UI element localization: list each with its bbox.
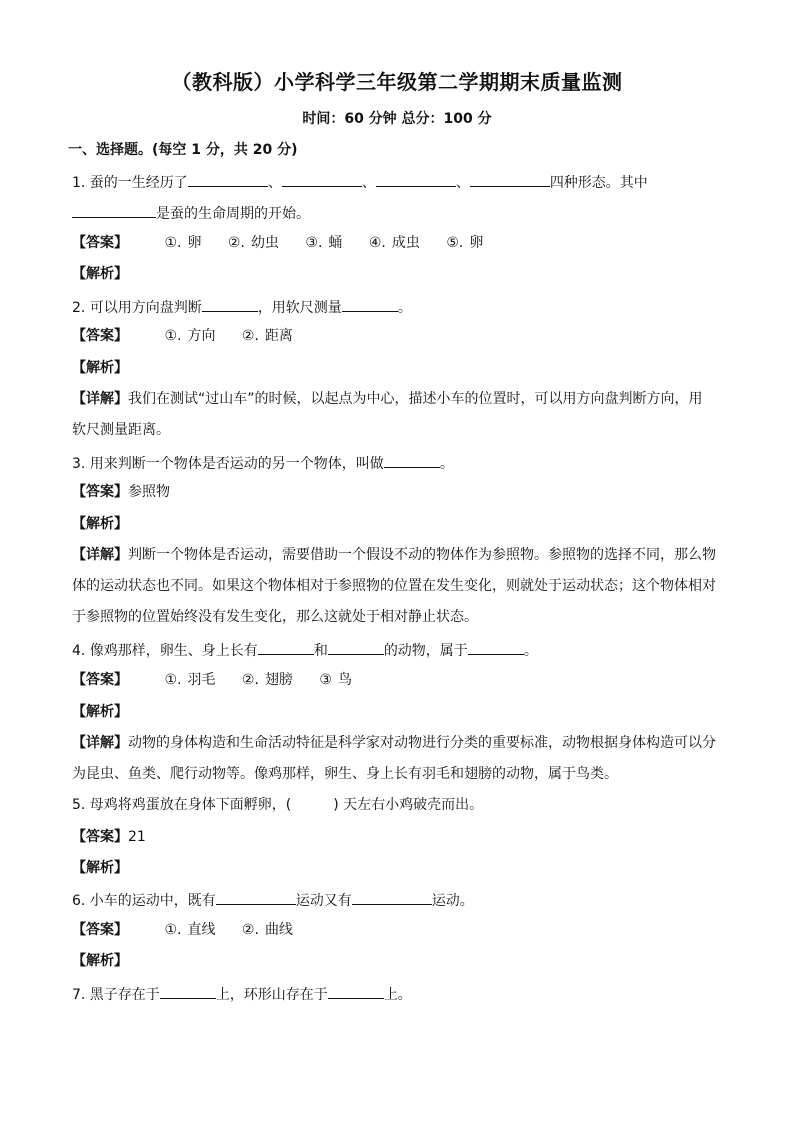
answer-label: 【答案】 [72, 328, 128, 344]
answer-row-3 [72, 482, 734, 502]
answer-blank [328, 983, 384, 999]
answer-row-2 [72, 326, 734, 346]
answer-blank [160, 983, 216, 999]
question-6: 6. 小车的运动中，既有 运动又有 运动。 [72, 889, 734, 911]
answer-blank [72, 202, 156, 218]
answer-blank [328, 639, 384, 655]
answer-row-1 [72, 233, 734, 253]
answer-option: ①. 羽毛 [164, 672, 216, 688]
answer-blank [188, 171, 268, 187]
answer-option: ②. 幼虫 [227, 235, 279, 251]
analysis-label: 【解析】 [72, 360, 128, 376]
detail-text-cont: 于参照物的位置始终没有发生变化，那么这就处于相对静止状态。 [72, 609, 478, 625]
answer-blank [216, 889, 296, 905]
analysis-label: 【解析】 [72, 516, 128, 532]
detail-label: 【详解】 [72, 391, 128, 407]
answer-row-6 [72, 920, 734, 940]
question-1: 1. 蚕的一生经历了 、 、 、 四种形态。其中 [72, 171, 734, 193]
detail-text: 【详解】判断一个物体是否运动，需要借助一个假设不动的物体作为参照物。参照物的选择不同，那么物 [72, 547, 716, 563]
answer-value: 参照物 [128, 484, 170, 500]
detail-text-cont: 软尺测量距离。 [72, 422, 170, 438]
analysis-label: 【解析】 [72, 704, 128, 720]
question-4: 4. 像鸡那样，卵生、身上长有 和 的动物，属于 。 [72, 639, 734, 661]
answer-row-5 [72, 827, 734, 847]
question-7: 7. 黑子存在于 上，环形山存在于 上。 [72, 983, 734, 1005]
answer-option: ①. 方向 [164, 328, 216, 344]
answer-label: 【答案】 [72, 922, 128, 938]
answer-label: 【答案】 [72, 235, 128, 251]
answer-row-4 [72, 670, 734, 690]
answer-value: 21 [128, 829, 146, 845]
answer-option: ③. 蛹 [305, 235, 343, 251]
question-3: 3. 用来判断一个物体是否运动的另一个物体，叫做 。 [72, 452, 734, 474]
answer-blank [470, 171, 550, 187]
analysis-label: 【解析】 [72, 266, 128, 282]
answer-label: 【答案】 [72, 672, 128, 688]
answer-option: ②. 距离 [241, 328, 293, 344]
detail-label: 【详解】 [72, 735, 128, 751]
answer-option: ④. 成虫 [368, 235, 420, 251]
answer-option: ②. 曲线 [241, 922, 293, 938]
answer-blank [202, 296, 258, 312]
answer-blank [376, 171, 456, 187]
answer-option: ①. 直线 [164, 922, 216, 938]
answer-blank [282, 171, 362, 187]
answer-option: ⑤. 卵 [446, 235, 484, 251]
analysis-label: 【解析】 [72, 953, 128, 969]
answer-blank [342, 296, 398, 312]
answer-label: 【答案】 [72, 829, 128, 845]
detail-text-cont: 为昆虫、鱼类、爬行动物等。像鸡那样，卵生、身上长有羽毛和翅膀的动物，属于鸟类。 [72, 766, 618, 782]
detail-text: 【详解】我们在测试“过山车”的时候，以起点为中心，描述小车的位置时，可以用方向盘判断方向，用 [72, 391, 703, 407]
answer-option: ②. 翅膀 [241, 672, 293, 688]
answer-blank [352, 889, 432, 905]
answer-option: ③ 鸟 [319, 672, 352, 688]
detail-text: 【详解】动物的身体构造和生命活动特征是科学家对动物进行分类的重要标准，动物根据身体构造可以分 [72, 735, 716, 751]
answer-label: 【答案】 [72, 484, 128, 500]
answer-blank [258, 639, 314, 655]
answer-option: ①. 卵 [164, 235, 202, 251]
page-title: （教科版）小学科学三年级第二学期期末质量监测 [171, 70, 623, 94]
exam-info: 时间：60 分钟 总分：100 分 [302, 111, 492, 127]
analysis-label: 【解析】 [72, 860, 128, 876]
answer-blank [468, 639, 524, 655]
detail-label: 【详解】 [72, 547, 128, 563]
question-2: 2. 可以用方向盘判断 ，用软尺测量 。 [72, 296, 734, 318]
detail-text-cont: 体的运动状态也不同。如果这个物体相对于参照物的位置在发生变化，则就处于运动状态；这个物体相对 [72, 578, 716, 594]
answer-blank [384, 452, 440, 468]
question-5: 5. 母鸡将鸡蛋放在身体下面孵卵，( ) 天左右小鸡破壳而出。 [72, 797, 484, 813]
question-1-cont: 是蚕的生命周期的开始。 [72, 202, 734, 224]
section-heading: 一、选择题。(每空 1 分，共 20 分) [68, 142, 298, 158]
